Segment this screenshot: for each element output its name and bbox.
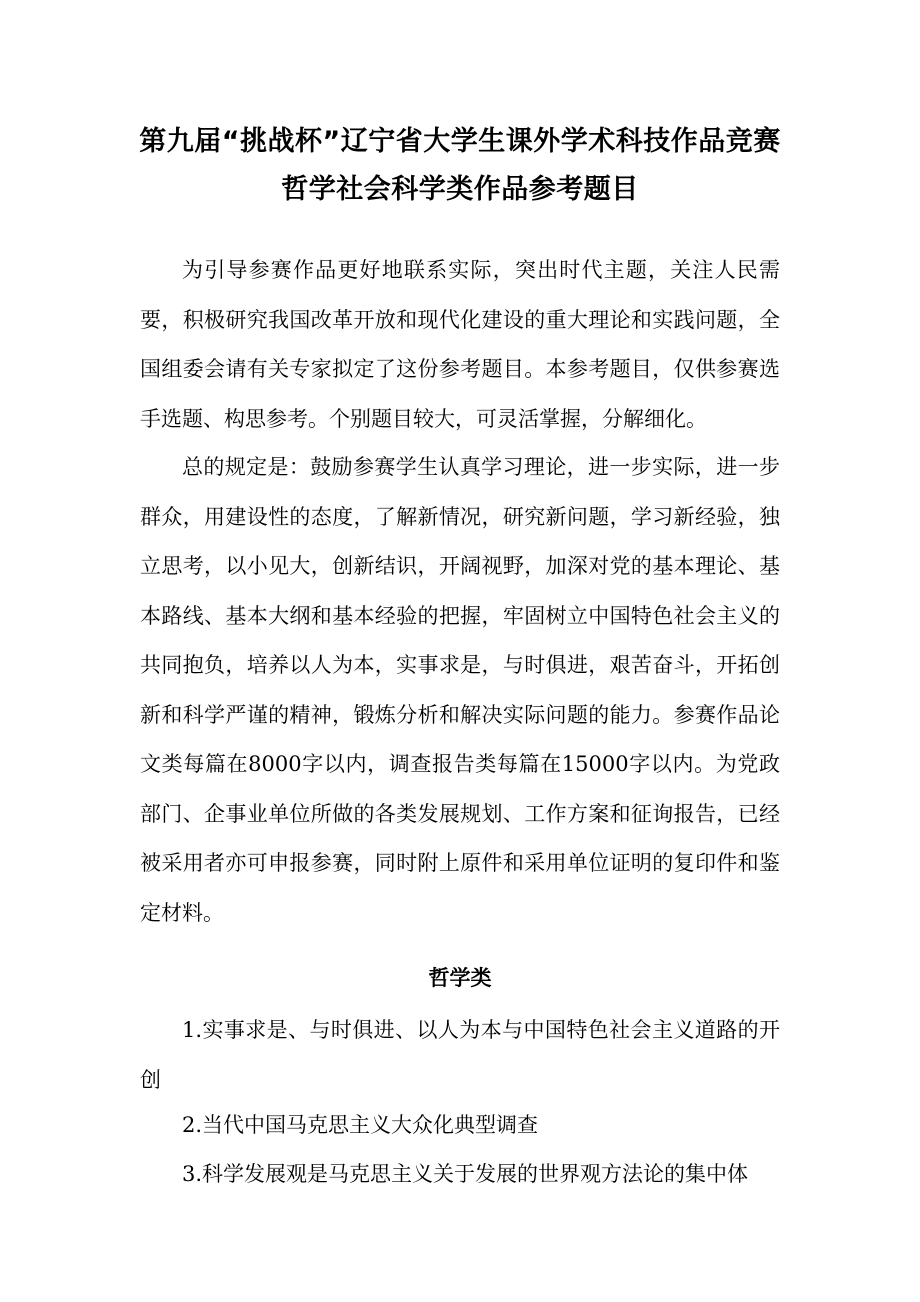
- section-heading-philosophy: 哲学类: [428, 966, 492, 990]
- document-title-line-1: 第九届“挑战杯”辽宁省大学生课外学术科技作品竞赛: [139, 126, 781, 157]
- document-title-line-2: 哲学社会科学类作品参考题目: [281, 174, 639, 205]
- intro-paragraph-1-block: [140, 246, 780, 444]
- intro-paragraph-2: 总的规定是：鼓励参赛学生认真学习理论，进一步实际，进一步群众，用建设性的态度，了解新情况，研究新问题，学习新经验，独立思考，以小见大，创新结识，开阔视野，加深对党的基本理论、基本路线、基本大纲和基本经验的把握，牢固树立中国特色社会主义的共同抱负，培养以人为本，实事求是，与时俱进，艰苦奋斗，开拓创新和科学严谨的精神，锻炼分析和解决实际问题的能力。参赛作品论文类每篇在8000字以内，调查报告类每篇在15000字以内。为党政部门、企事业单位所做的各类发展规划、工作方案和征询报告，已经被采用者亦可申报参赛，同时附上原件和采用单位证明的复印件和鉴定材料。: [140, 455, 780, 925]
- intro-paragraph-1: 为引导参赛作品更好地联系实际，突出时代主题，关注人民需要，积极研究我国改革开放和现代化建设的重大理论和实践问题，全国组委会请有关专家拟定了这份参考题目。本参考题目，仅供参赛选手选题、构思参考。个别题目较大，可灵活掌握，分解细化。: [140, 258, 780, 431]
- intro-paragraph-2-block: [140, 443, 780, 938]
- topic-item-2: 2.当代中国马克思主义大众化典型调查: [182, 1113, 539, 1137]
- topic-item-3: 3.科学发展观是马克思主义关于发展的世界观方法论的集中体: [182, 1162, 749, 1186]
- topic-item-1: 1.实事求是、与时俱进、以人为本与中国特色社会主义道路的开创: [140, 1018, 780, 1092]
